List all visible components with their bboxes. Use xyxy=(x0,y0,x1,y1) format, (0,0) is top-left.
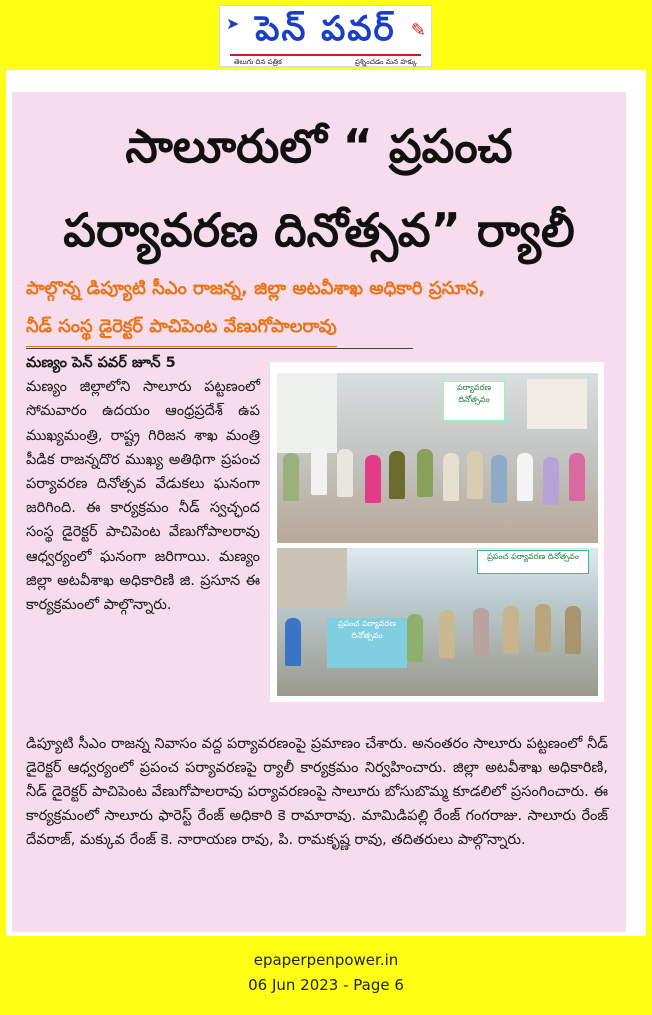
footer-site: epaperpenpower.in xyxy=(253,951,399,969)
person xyxy=(543,457,559,505)
headline-line-2: పర్యావరణ దినోత్సవ” ర్యాలీ xyxy=(63,203,575,257)
column-body: మణ్యం జిల్లాలోని సాలూరు పట్టణంలో సోమవారం ఉదయం ఆంధ్రప్రదేశ్ ఉప ముఖ్యమంత్రి, రాష్ట్ర గిరిజన శాఖ మంత్రి పీడిక రాజన్నదొర ముఖ్య అతిథిగా ప్రపంచ పర్యావరణ దినోత్సవ వేడుకలు ఘనంగా జరిగింది. ఈ కార్యక్రమం నీడ్ స్వచ్ఛంద సంస్థ డైరెక్టర్ పాచిపెంట వేణుగోపాలరావు ఆధ్వర్యంలో ఘనంగా జరిగాయి. మణ్యం జిల్లా అటవీశాఖ అధికారిణి జి. ప్రసూన ఈ కార్యక్రమంలో పాల్గొన్నారు. xyxy=(26,379,260,614)
person xyxy=(467,451,483,499)
newspaper-logo: పెన్ పవర్ xyxy=(255,9,396,49)
subhead-line-1: పాల్గొన్న డిప్యూటి సీఎం రాజన్న, జిల్లా అటవీశాఖ అధికారి ప్రసూన, xyxy=(26,278,486,299)
article-body: డిప్యూటి సీఎం రాజన్న నివాసం వద్ద పర్యావరణంపై ప్రమాణం చేశారు. అనంతరం సాలూరు పట్టణంలో నీడ్ డైరెక్టర్ ఆధ్వర్యంలో ప్రపంచ పర్యావరణపై ర్యాలీ కార్యక్రమం నిర్వహించారు. జిల్లా అటవీశాఖ అధికారిణి, నీడ్ డైరెక్టర్ పాచిపెంట వేణుగోపాలరావు పర్యావరణంపై సాలూరు బోసుబొమ్మ కూడలిలో ప్రసంగించారు. ఈ కార్యక్రమంలో సాలూరు ఫారెస్ట్ రేంజ్ అధికారి కె రామారావు. మామిడిపల్లి రేంజ్ గంగరాజు. సాలూరు రేంజ్ దేవరాజ్, మక్కువ రేంజ్ కె. నారాయణ రావు, పి. రామకృష్ణ రావు, తదితరులు పాల్గొన్నారు. xyxy=(26,736,608,848)
masthead-rule xyxy=(230,54,421,56)
person xyxy=(503,606,519,654)
article-subheadline xyxy=(26,270,616,347)
building-pillar xyxy=(527,379,587,429)
person xyxy=(365,455,381,503)
photo-banner-1: పర్యావరణ దినోత్సవం xyxy=(443,381,505,421)
subhead-line-2: నీడ్ సంస్థ డైరెక్టర్ పాచిపెంట వేణుగోపాలరావు xyxy=(26,308,337,347)
person xyxy=(443,453,459,501)
person xyxy=(283,453,299,501)
person xyxy=(439,610,455,658)
masthead-tagline-left: తెలుగు దిన పత్రిక xyxy=(234,58,282,66)
person xyxy=(337,449,353,497)
person xyxy=(389,451,405,499)
photo-ceremony xyxy=(277,373,598,543)
person xyxy=(517,453,533,501)
article-headline xyxy=(14,104,624,272)
masthead xyxy=(219,5,432,67)
photo-banner-3: ప్రపంచ పర్యావరణ దినోత్సవం xyxy=(327,618,407,668)
person xyxy=(473,608,489,656)
person xyxy=(535,604,551,652)
arrow-icon: ➤ xyxy=(226,14,240,33)
dateline: మణ్యం పెన్ పవర్ జూన్ 5 xyxy=(26,355,176,371)
photo-rally xyxy=(277,548,598,696)
photo-banner-2: ప్రపంచ పర్యావరణ దినోత్సవం xyxy=(477,550,589,574)
person xyxy=(407,614,423,662)
person xyxy=(285,618,301,666)
building-wall xyxy=(277,373,337,453)
pen-icon: ✎ xyxy=(410,20,426,41)
person xyxy=(569,453,585,501)
street-building xyxy=(277,548,347,608)
person xyxy=(417,449,433,497)
divider xyxy=(26,348,413,349)
person xyxy=(311,447,327,495)
footer-date-page: 06 Jun 2023 - Page 6 xyxy=(248,976,404,994)
masthead-tagline-right: ప్రశ్నించడం మన హక్కు xyxy=(354,58,417,66)
article-column xyxy=(26,351,260,617)
person xyxy=(565,606,581,654)
person xyxy=(491,455,507,503)
headline-line-1: సాలూరులో “ ప్రపంచ xyxy=(125,119,513,173)
